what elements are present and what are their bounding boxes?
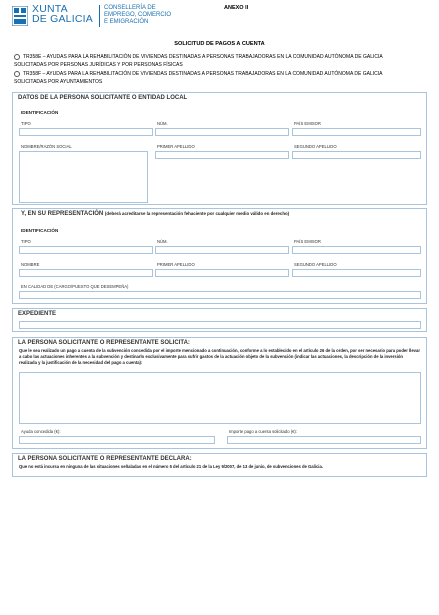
applicant-type-field[interactable] [19,128,153,136]
applicant-country-field[interactable] [292,128,421,136]
logo-divider [99,5,100,27]
applicant-surname2-field[interactable] [292,151,421,159]
applicant-type-label: TIPO [21,121,31,126]
expediente-section [12,308,427,332]
applicant-section-title: DATOS DE LA PERSONA SOLICITANTE O ENTIDAD LOCAL [18,95,188,101]
logo-line-1: XUNTA [32,3,68,15]
request-body: Que le sea realizado un pago a cuenta de la subvención concedida por el importe mencionado a continuación, conforme a lo establecido en el artículo 26 de la orden, por ser necesario para poder llevar a cabo las actuaciones inherentes a la subvención y destinarlo exclusivamente para sufrir gastos de la actuación objeto de la subvención (indicar las actuaciones, la descripción de la inversión realizada y la justificación de la necesidad del pago a cuenta): [19,348,420,366]
xunta-logo-text [32,4,93,24]
dept-line-1: CONSELLERÍA DE [104,5,156,11]
annex-label: ANEXO II [224,5,249,11]
applicant-surname2-label: SEGUNDO APELLIDO [294,144,337,149]
representative-type-label: TIPO [21,239,31,244]
applicant-num-field[interactable] [155,128,289,136]
option-tr358e[interactable] [14,53,409,69]
representative-num-field[interactable] [155,246,289,254]
representative-section [12,208,427,304]
amount-field[interactable] [227,436,421,444]
representative-role-field[interactable] [19,291,421,299]
applicant-num-label: NÚM. [157,121,168,126]
declaration-section [12,453,427,477]
representative-name-label: NOMBRE [21,262,40,267]
request-section [12,337,427,449]
dept-line-2: EMPREGO, COMERCIO [104,12,172,18]
representative-section-title [21,211,289,217]
declaration-title: LA PERSONA SOLICITANTE O REPRESENTANTE DECLARA: [18,456,192,462]
expediente-title: EXPEDIENTE [18,311,57,317]
representative-title-prefix: Y, EN SU REPRESENTACIÓN [21,211,104,217]
option-tr358f[interactable] [14,70,409,86]
representative-type-field[interactable] [19,246,153,254]
request-title: LA PERSONA SOLICITANTE O REPRESENTANTE SOLICITA: [18,340,190,346]
option-tr358e-label: TR358E – AYUDAS PARA LA REHABILITACIÓN DE VIVIENDAS DESTINADAS A PERSONAS TRABAJADORAS EN LA COMUNIDAD AUTÓNOMA DE GALICIA SOLICITADAS POR PERSONAS JURÍDICAS Y POR PERSONAS FÍSICAS [14,54,383,68]
declaration-body: Que no está incursa en ninguna de las situaciones señaladas en el número 5 del artículo 21 de la Ley 9/2007, de 13 de junio, de subvenciones de Galicia. [19,464,323,469]
representative-name-field[interactable] [19,269,153,277]
grant-field[interactable] [19,436,215,444]
applicant-identification-heading: IDENTIFICACIÓN [21,110,59,115]
representative-surname2-label: SEGUNDO APELLIDO [294,262,337,267]
radio-tr358f[interactable] [14,71,20,77]
representative-title-note: (deberá acreditarse la representación fehaciente por cualquier medio válido en derecho) [104,211,290,216]
request-description-field[interactable] [19,372,421,424]
representative-country-label: PAÍS EMISOR [294,239,321,244]
applicant-country-label: PAÍS EMISOR [294,121,321,126]
applicant-name-label: NOMBRE/RAZÓN SOCIAL [21,144,72,149]
option-tr358f-label: TR358F – AYUDAS PARA LA REHABILITACIÓN DE VIVIENDAS DESTINADAS A PERSONAS TRABAJADORAS EN LA COMUNIDAD AUTÓNOMA DE GALICIA SOLICITADAS POR AYUNTAMIENTOS [14,71,383,85]
dept-line-3: E EMIGRACIÓN [104,19,149,25]
representative-identification-heading: IDENTIFICACIÓN [21,228,59,233]
applicant-surname1-label: PRIMER APELLIDO [157,144,195,149]
expediente-field[interactable] [19,321,421,329]
xunta-flag-logo-icon [12,6,28,26]
representative-country-field[interactable] [292,246,421,254]
applicant-section [12,92,427,205]
logo-line-2: DE GALICIA [32,13,93,25]
representative-surname1-label: PRIMER APELLIDO [157,262,195,267]
representative-num-label: NÚM. [157,239,168,244]
representative-surname2-field[interactable] [292,269,421,277]
grant-label: Ayuda concedida (€): [21,429,61,434]
representative-surname1-field[interactable] [155,269,289,277]
applicant-surname1-field[interactable] [155,151,289,159]
amount-label: Importe pago a cuenta solicitado (€): [229,429,297,434]
radio-tr358e[interactable] [14,54,20,60]
department-name [104,5,171,26]
representative-role-label: EN CALIDAD DE (CARGO/PUESTO QUE DESEMPEÑA) [21,284,129,289]
form-title: SOLICITUD DE PAGOS A CUENTA [174,41,265,47]
applicant-name-field[interactable] [19,151,148,203]
